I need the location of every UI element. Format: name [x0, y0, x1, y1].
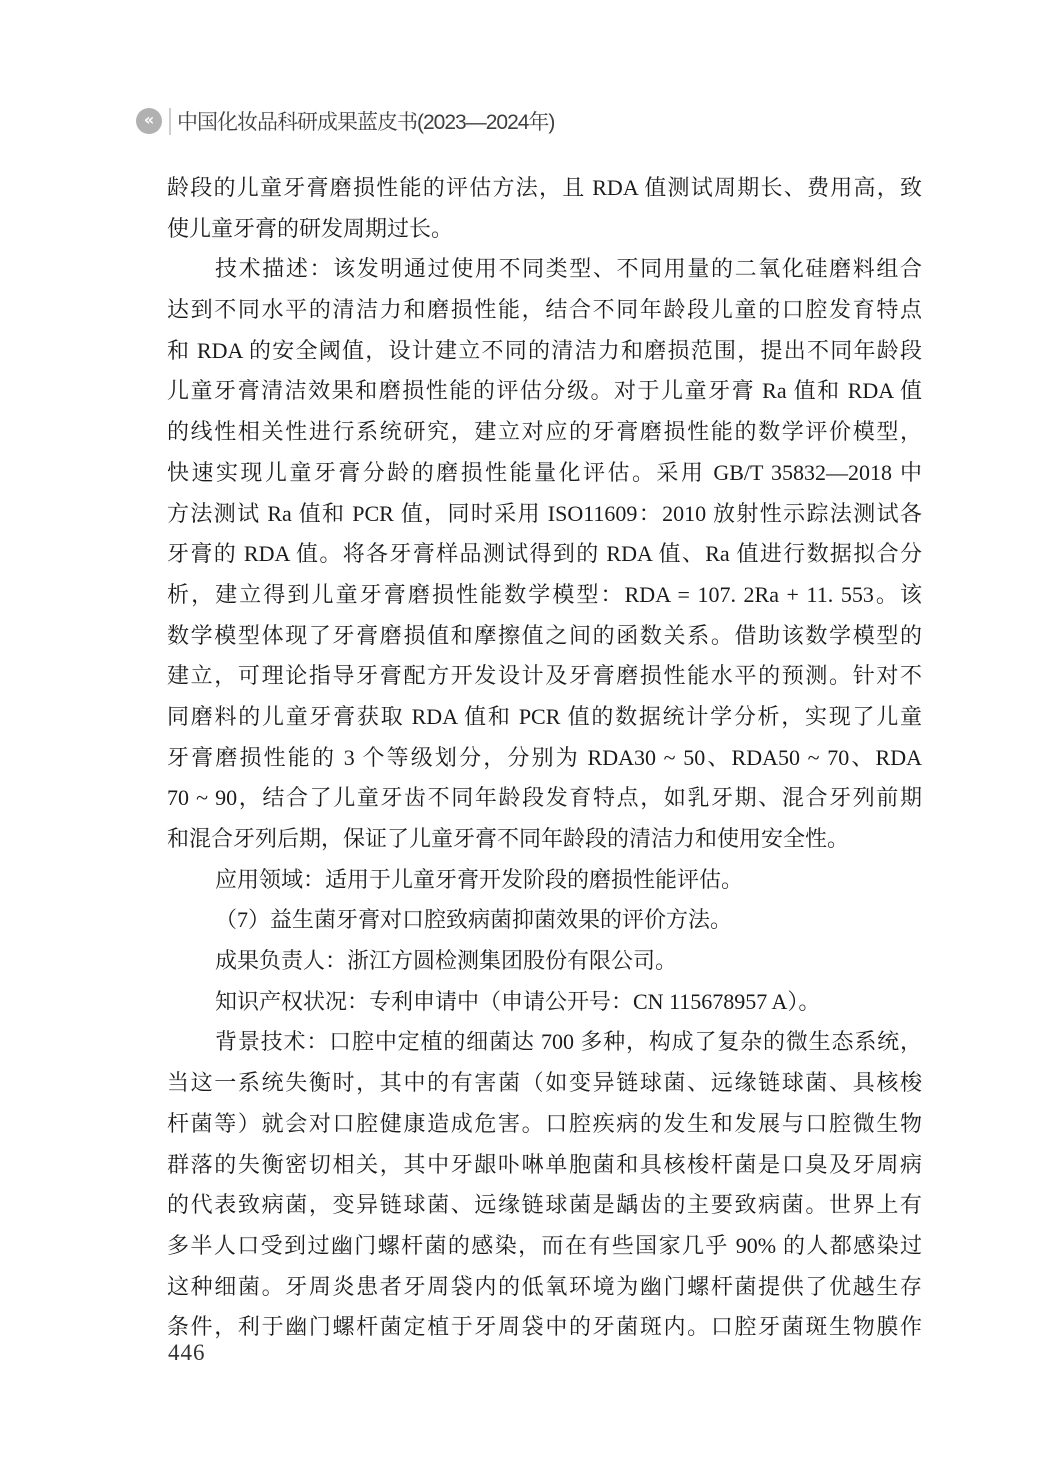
page-number: 446: [168, 1340, 206, 1365]
tech-description-line: 技术描述：该发明通过使用不同类型、不同用量的二氧化硅磨料组合: [215, 256, 922, 282]
body-line: 牙膏的 RDA 值。将各牙膏样品测试得到的 RDA 值、Ra 值进行数据拟合分: [167, 541, 922, 567]
result-owner-line: 成果负责人：浙江方圆检测集团股份有限公司。: [215, 948, 678, 974]
rda-model-line: 析，建立得到儿童牙膏磨损性能数学模型：RDA = 107. 2Ra + 11. 553。该: [167, 581, 922, 607]
body-line: 70 ~ 90，结合了儿童牙齿不同年龄段发育特点，如乳牙期、混合牙列前期: [167, 785, 922, 811]
ip-status-line: 知识产权状况：专利申请中（申请公开号：CN 115678957 A）。: [215, 988, 821, 1014]
body-line: 同磨料的儿童牙膏获取 RDA 值和 PCR 值的数据统计学分析，实现了儿童: [167, 703, 922, 729]
body-line: 的线性相关性进行系统研究，建立对应的牙膏磨损性能的数学评价模型，: [167, 419, 922, 445]
body-line: 多半人口受到过幽门螺杆菌的感染，而在有些国家几乎 90% 的人都感染过: [167, 1232, 922, 1258]
body-line: 数学模型体现了牙膏磨损值和摩擦值之间的函数关系。借助该数学模型的: [167, 622, 922, 648]
body-line: 和混合牙列后期，保证了儿童牙膏不同年龄段的清洁力和使用安全性。: [167, 826, 850, 851]
body-line: 龄段的儿童牙膏磨损性能的评估方法，且 RDA 值测试周期长、费用高，致: [167, 175, 922, 200]
body-line: 快速实现儿童牙膏分龄的磨损性能量化评估。采用 GB/T 35832—2018 中: [167, 459, 922, 485]
body-line: 牙膏磨损性能的 3 个等级划分，分别为 RDA30 ~ 50、RDA50 ~ 70、RDA: [167, 744, 922, 770]
chevron-glyph: «: [143, 110, 155, 129]
background-tech-line: 背景技术：口腔中定植的细菌达 700 多种，构成了复杂的微生态系统，: [215, 1029, 922, 1055]
header-divider: [169, 108, 171, 135]
body-line: 使儿童牙膏的研发周期过长。: [167, 215, 454, 241]
body-line: 建立，可理论指导牙膏配方开发设计及牙膏磨损性能水平的预测。针对不: [167, 663, 922, 689]
body-line: 儿童牙膏清洁效果和磨损性能的评估分级。对于儿童牙膏 Ra 值和 RDA 值: [167, 378, 922, 404]
running-header: [136, 106, 554, 136]
body-line: 杆菌等）就会对口腔健康造成危害。口腔疾病的发生和发展与口腔微生物: [167, 1110, 922, 1136]
body-line: 当这一系统失衡时，其中的有害菌（如变异链球菌、远缘链球菌、具核梭: [167, 1070, 922, 1096]
double-left-chevron-icon: [136, 108, 162, 134]
body-line: 达到不同水平的清洁力和磨损性能，结合不同年龄段儿童的口腔发育特点: [167, 297, 922, 323]
body-line: 和 RDA 的安全阈值，设计建立不同的清洁力和磨损范围，提出不同年龄段: [167, 337, 922, 363]
body-line: 这种细菌。牙周炎患者牙周袋内的低氧环境为幽门螺杆菌提供了优越生存: [167, 1273, 922, 1299]
body-line: 条件，利于幽门螺杆菌定植于牙周袋中的牙菌斑内。口腔牙菌斑生物膜作: [167, 1314, 922, 1340]
page-body-text: [167, 168, 922, 1348]
book-title: 中国化妆品科研成果蓝皮书(2023—2024年): [177, 111, 555, 134]
body-line: 群落的失衡密切相关，其中牙龈卟啉单胞菌和具核梭杆菌是口臭及牙周病: [167, 1151, 922, 1177]
item-7-heading-line: （7）益生菌牙膏对口腔致病菌抑菌效果的评价方法。: [215, 907, 733, 933]
body-line: 的代表致病菌，变异链球菌、远缘链球菌是龋齿的主要致病菌。世界上有: [167, 1192, 922, 1218]
application-field-line: 应用领域：适用于儿童牙膏开发阶段的磨损性能评估。: [215, 866, 744, 892]
body-line: 方法测试 Ra 值和 PCR 值，同时采用 ISO11609：2010 放射性示踪法测试各: [167, 500, 922, 526]
